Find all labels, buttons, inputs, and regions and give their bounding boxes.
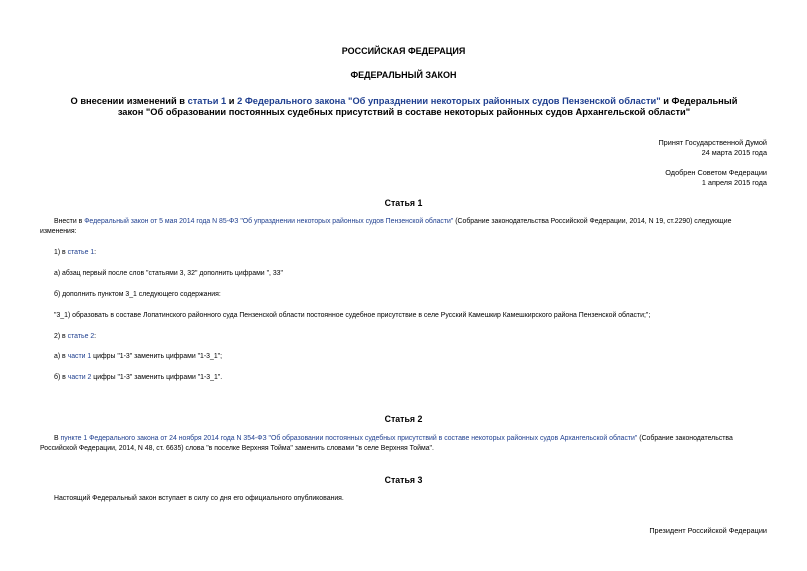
article-1-intro <box>40 217 768 237</box>
item-2a-text: а) в <box>54 353 68 360</box>
title-link-law[interactable]: 2 Федерального закона "Об упразднении некоторых районных судов Пензенской области" <box>237 96 661 106</box>
item-2b-text: б) в <box>54 374 68 381</box>
article-1-item-1b-quote: "3_1) образовать в составе Лопатинского районного суда Пензенской области постоянное судебное присутствие в селе Русский Камешкир Камешкирского района Пензенской области;"; <box>54 312 651 319</box>
signature-president: Президент Российской Федерации <box>649 526 767 535</box>
item-1-colon: : <box>94 249 97 256</box>
duma-adoption-label: Принят Государственной Думой <box>658 138 767 147</box>
article-1-law-link[interactable]: Федеральный закон от 5 мая 2014 года N 85-ФЗ "Об упразднении некоторых районных судов Пензенской области" <box>84 218 454 225</box>
item-2-colon: : <box>94 333 97 340</box>
article-1-intro-text: Внести в <box>54 218 85 225</box>
article-1-intro-rest: (Собрание законодательства Российской Федерации, 2014, N 19, ст.2290) следующие изменения: <box>40 218 732 235</box>
document-type-heading: ФЕДЕРАЛЬНЫЙ ЗАКОН <box>350 70 457 80</box>
article-1-item-2 <box>54 332 768 342</box>
article-3-text: Настоящий Федеральный закон вступает в силу со дня его официального опубликования. <box>54 495 344 502</box>
article-1-item-1 <box>54 248 768 258</box>
duma-adoption-date: 24 марта 2015 года <box>701 148 767 157</box>
item-1-link[interactable]: статье 1 <box>67 249 95 256</box>
item-2b-link[interactable]: части 2 <box>67 374 92 381</box>
article-2-law-link[interactable]: пункте 1 Федерального закона от 24 ноября 2014 года N 354-ФЗ "Об образовании постоянных судебных присутствий в составе некоторых районных судов Архангельской области" <box>60 435 638 442</box>
article-2-text-start: В <box>54 435 61 442</box>
title-text-3: и Федеральный закон "Об образовании постоянных судебных присутствий в составе некоторых районных судов Архангельской области" <box>117 96 738 117</box>
country-heading: РОССИЙСКАЯ ФЕДЕРАЦИЯ <box>341 46 466 56</box>
article-2-text-rest: (Собрание законодательства Российской Федерации, 2014, N 48, ст. 6635) слова "в поселке Верхняя Тойма" заменить словами "в селе Верхняя Тойма". <box>40 435 733 452</box>
article-1-item-1a: а) абзац первый после слов "статьями 3, 32" дополнить цифрами ", 33" <box>54 270 283 277</box>
item-2a-link[interactable]: части 1 <box>67 353 92 360</box>
article-1-heading: Статья 1 <box>384 198 423 208</box>
item-1-text: 1) в <box>54 249 68 256</box>
article-2-heading: Статья 2 <box>384 414 423 424</box>
article-1-item-2a <box>54 352 768 362</box>
item-2a-rest: цифры "1-3" заменить цифрами "1-3_1"; <box>91 353 223 360</box>
item-2-link[interactable]: статье 2 <box>67 333 95 340</box>
title-text-2: и <box>226 96 238 106</box>
article-1-item-2b <box>54 373 768 383</box>
council-approval-date: 1 апреля 2015 года <box>701 178 767 187</box>
title-text-1: О внесении изменений в <box>70 96 188 106</box>
council-approval-label: Одобрен Советом Федерации <box>665 168 767 177</box>
document-title <box>60 96 748 118</box>
article-1-item-1b: б) дополнить пунктом 3_1 следующего содержания: <box>54 291 221 298</box>
title-link-article-1[interactable]: статьи 1 <box>187 96 227 106</box>
duma-adoption <box>658 138 767 158</box>
article-2-text <box>40 434 768 454</box>
council-approval <box>665 168 767 188</box>
item-2b-rest: цифры "1-3" заменить цифрами "1-3_1". <box>91 374 223 381</box>
item-2-text: 2) в <box>54 333 68 340</box>
article-3-heading: Статья 3 <box>384 475 423 485</box>
